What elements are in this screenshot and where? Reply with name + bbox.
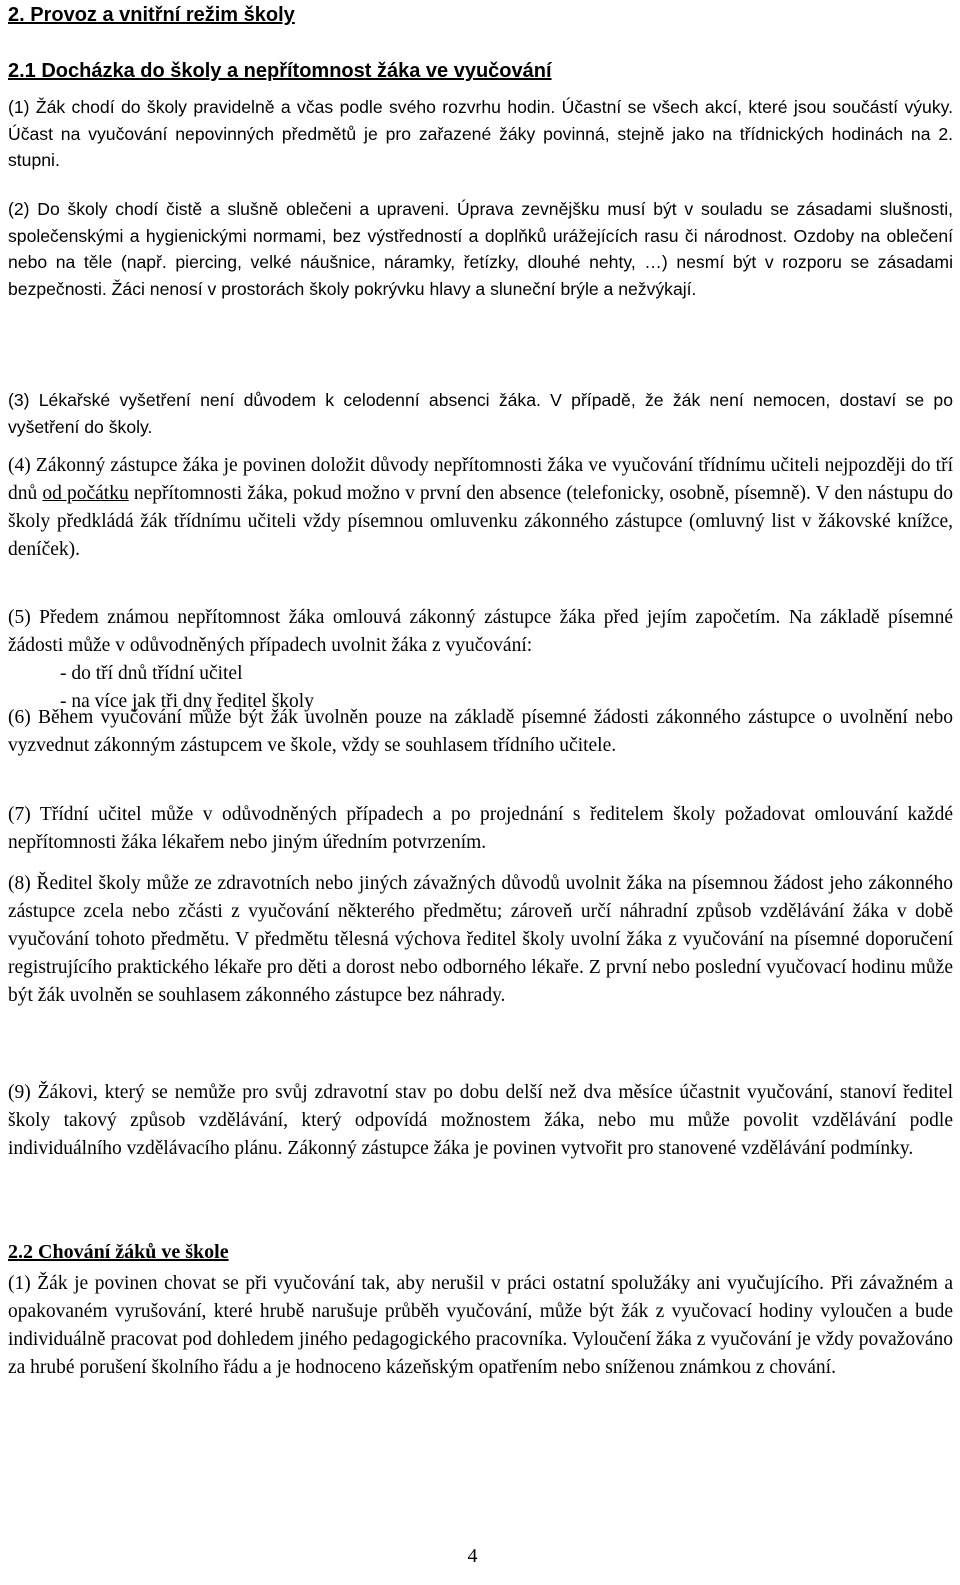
subsection-heading-attendance: 2.1 Docházka do školy a nepřítomnost žáka ve vyučování (8, 60, 552, 82)
paragraph-4-text-b: nepřítomnosti žáka, pokud možno v první den absence (telefonicky, osobně, písemně). V den nástupu do školy předkládá žák třídnímu učiteli vždy písemnou omluvenku zákonného zástupce (omluvný list v žákovské knížce, deníček). (8, 483, 954, 560)
section-heading: 2. Provoz a vnitřní režim školy (8, 4, 295, 26)
paragraph-4 (8, 452, 953, 564)
paragraph-behavior-1: (1) Žák je povinen chovat se při vyučování tak, aby nerušil v práci ostatní spolužáky ani vyučujícího. Při závažném a opakovaném vyrušování, které hrubě narušuje průběh vyučování, může být žák z vyučovací hodiny vyloučen a bude individuálně pracovat pod dohledem jiného pedagogického pracovníka. Vyloučení žáka z vyučování je vždy považováno za hrubé porušení školního řádu a je hodnoceno kázeňským opatřením nebo sníženou známkou z chování. (8, 1273, 953, 1378)
paragraph-9: (9) Žákovi, který se nemůže pro svůj zdravotní stav po dobu delší než dva měsíce účastnit vyučování, stanoví ředitel školy takový způsob vzdělávání, který odpovídá možnostem žáka, nebo mu může povolit vzdělávání podle individuálního vzdělávacího plánu. Zákonný zástupce žáka je povinen vytvořit pro stanovené vzdělávání podmínky. (8, 1082, 953, 1159)
paragraph-5 (8, 604, 953, 716)
subsection-heading-behavior: 2.2 Chování žáků ve škole (8, 1241, 229, 1263)
paragraph-8: (8) Ředitel školy může ze zdravotních nebo jiných závažných důvodů uvolnit žáka na písemnou žádost jeho zákonného zástupce zcela nebo zčásti z vyučování některého předmětu; zároveň určí náhradní způsob vzdělávání žáka v době vyučování tohoto předmětu. V předmětu tělesná výchova ředitel školy uvolní žáka z vyučování na písemné doporučení registrujícího praktického lékaře pro děti a dorost nebo odborného lékaře. Z první nebo poslední vyučovací hodinu může být žák uvolněn se souhlasem zákonného zástupce bez náhrady. (8, 873, 953, 1006)
paragraph-2: (2) Do školy chodí čistě a slušně oblečeni a upraveni. Úprava zevnějšku musí být v souladu se zásadami slušnosti, společenskými a hygienickými normami, bez výstředností a doplňků urážejících rasu či národnost. Ozdoby na oblečení nebo na těle (např. piercing, velké náušnice, náramky, řetízky, dlouhé nehty, …) nesmí být v rozporu se zásadami bezpečnosti. Žáci nenosí v prostorách školy pokrývku hlavy a sluneční brýle a nežvýkají. (8, 199, 953, 299)
paragraph-4-underlined: od počátku (42, 483, 129, 504)
paragraph-6: (6) Během vyučování může být žák uvolněn pouze na základě písemné žádosti zákonného zástupce o uvolnění nebo vyzvednut zákonným zástupcem ve škole, vždy se souhlasem třídního učitele. (8, 707, 953, 756)
list-item: - do tří dnů třídní učitel (60, 663, 243, 684)
page-number: 4 (467, 1545, 478, 1567)
paragraph-3: (3) Lékařské vyšetření není důvodem k celodenní absenci žáka. V případě, že žák není nemocen, dostaví se po vyšetření do školy. (8, 390, 953, 437)
list-item: - na více jak tři dny ředitel školy (60, 691, 314, 712)
paragraph-4-text-a: (4) Zákonný zástupce žáka je povinen doložit důvody nepřítomnosti žáka ve vyučování třídnímu učiteli nejpozději do tří dnů (8, 455, 953, 504)
paragraph-7: (7) Třídní učitel může v odůvodněných případech a po projednání s ředitelem školy požadovat omlouvání každé nepřítomnosti žáka lékařem nebo jiným úředním potvrzením. (8, 804, 953, 853)
paragraph-5-text: (5) Předem známou nepřítomnost žáka omlouvá zákonný zástupce žáka před jejím započetím. Na základě písemné žádosti může v odůvodněných případech uvolnit žáka z vyučování: (8, 607, 953, 656)
paragraph-1: (1) Žák chodí do školy pravidelně a včas podle svého rozvrhu hodin. Účastní se všech akcí, které jsou součástí výuky. Účast na vyučování nepovinných předmětů je pro zařazené žáky povinná, stejně jako na třídnických hodinách na 2. stupni. (8, 97, 953, 170)
